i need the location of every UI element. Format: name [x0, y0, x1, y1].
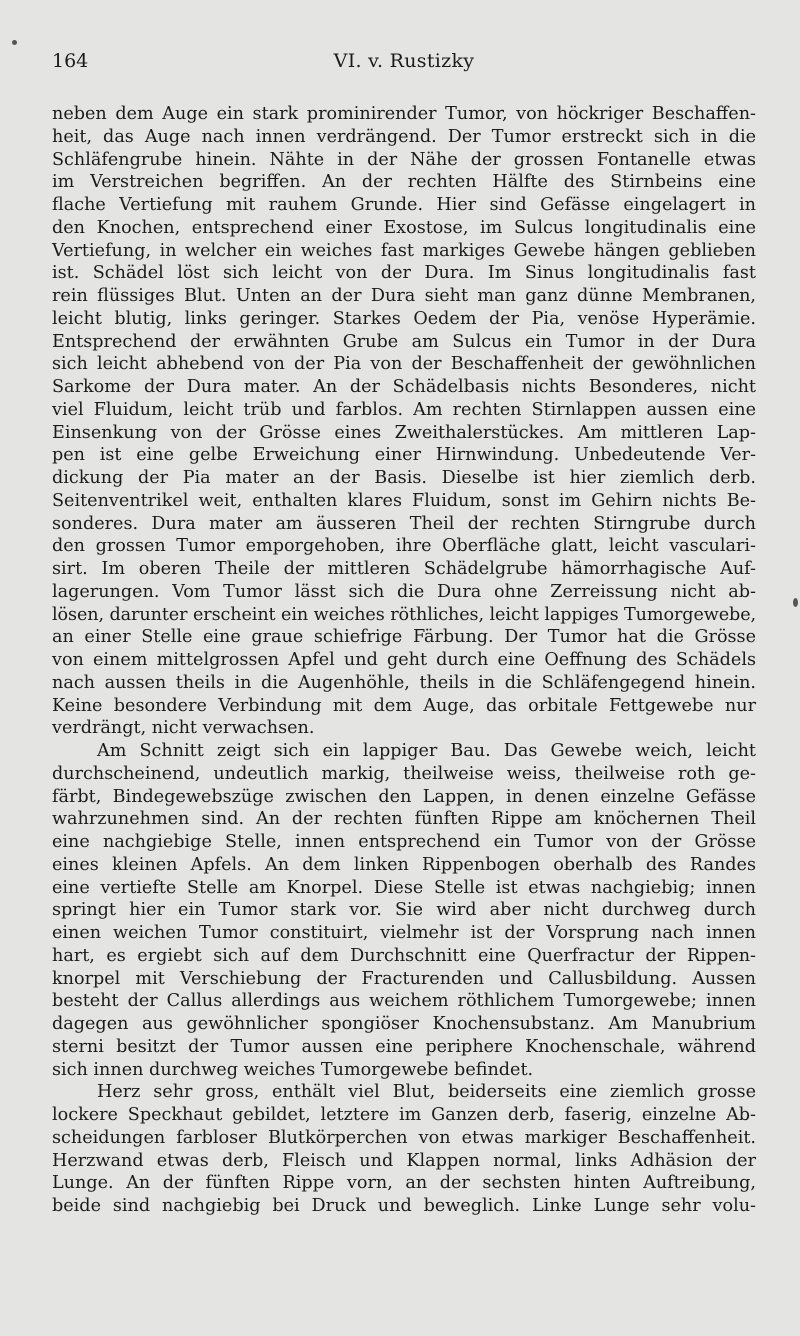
- text-line: hart, es ergiebt sich auf dem Durchschnitt eine Querfractur der Rippen-: [52, 945, 756, 966]
- text-line: lockere Speckhaut gebildet, letztere im Ganzen derb, faserig, einzelne Ab-: [52, 1105, 756, 1125]
- text-line: pen ist eine gelbe Erweichung einer Hirnwindung. Unbedeutende Ver-: [52, 445, 756, 466]
- text-line: lagerungen. Vom Tumor lässt sich die Dura ohne Zerreissung nicht ab-: [52, 581, 756, 602]
- text-line: rein flüssiges Blut. Unten an der Dura sieht man ganz dünne Membranen,: [52, 286, 756, 306]
- text-line: sonderes. Dura mater am äusseren Theil der rechten Stirngrube durch: [52, 513, 756, 534]
- running-head: VI. v. Rustizky: [333, 50, 475, 72]
- text-line: sich leicht abhebend von der Pia von der Beschaffenheit der gewöhnlichen: [52, 354, 756, 375]
- text-line: ist. Schädel löst sich leicht von der Dura. Im Sinus longitudinalis fast: [52, 263, 756, 284]
- text-line: Entsprechend der erwähnten Grube am Sulcus ein Tumor in der Dura: [52, 331, 756, 352]
- text-line: nach aussen theils in die Augenhöhle, theils in die Schläfengegend hinein.: [52, 672, 756, 693]
- text-line: eines kleinen Apfels. An dem linken Rippenbogen oberhalb des Randes: [52, 854, 756, 875]
- text-line: dickung der Pia mater an der Basis. Dieselbe ist hier ziemlich derb.: [52, 468, 756, 488]
- text-line: viel Fluidum, leicht trüb und farblos. Am rechten Stirnlappen aussen eine: [52, 399, 756, 420]
- text-line: springt hier ein Tumor stark vor. Sie wird aber nicht durchweg durch: [52, 900, 756, 921]
- text-line: scheidungen farbloser Blutkörperchen von etwas markiger Beschaffenheit.: [52, 1127, 756, 1148]
- scan-speck: [793, 598, 798, 607]
- text-line: dagegen aus gewöhnlicher spongiöser Knochensubstanz. Am Manubrium: [52, 1014, 756, 1034]
- text-line: verdrängt, nicht verwachsen.: [52, 718, 315, 739]
- text-line: heit, das Auge nach innen verdrängend. Der Tumor erstreckt sich in die: [52, 126, 756, 147]
- text-line: lösen, darunter erscheint ein weiches röthliches, leicht lappiges Tumorgewebe,: [52, 604, 756, 625]
- body-text: [52, 103, 756, 1218]
- page-header: [52, 50, 756, 78]
- text-line: besteht der Callus allerdings aus weichem röthlichem Tumorgewebe; innen: [52, 991, 756, 1012]
- text-line: sirt. Im oberen Theile der mittleren Schädelgrube hämorrhagische Auf-: [52, 559, 756, 579]
- page-number: 164: [52, 50, 89, 72]
- text-line: sich innen durchweg weiches Tumorgewebe befindet.: [52, 1059, 534, 1080]
- text-line: Am Schnitt zeigt sich ein lappiger Bau. Das Gewebe weich, leicht: [97, 741, 756, 761]
- text-line: Herz sehr gross, enthält viel Blut, beiderseits eine ziemlich grosse: [97, 1082, 756, 1103]
- text-line: an einer Stelle eine graue schiefrige Färbung. Der Tumor hat die Grösse: [52, 627, 756, 648]
- text-line: Einsenkung von der Grösse eines Zweithalerstückes. Am mittleren Lap-: [52, 422, 756, 443]
- text-line: färbt, Bindegewebszüge zwischen den Lappen, in denen einzelne Gefässe: [52, 786, 756, 807]
- text-line: Lunge. An der fünften Rippe vorn, an der sechsten hinten Auftreibung,: [52, 1173, 756, 1194]
- text-line: beide sind nachgiebig bei Druck und beweglich. Linke Lunge sehr volu-: [52, 1196, 756, 1216]
- text-line: eine nachgiebige Stelle, innen entsprechend ein Tumor von der Grösse: [52, 832, 756, 852]
- text-line: Herzwand etwas derb, Fleisch und Klappen normal, links Adhäsion der: [52, 1150, 756, 1171]
- text-line: Keine besondere Verbindung mit dem Auge, das orbitale Fettgewebe nur: [52, 695, 756, 716]
- text-line: von einem mittelgrossen Apfel und geht durch eine Oeffnung des Schädels: [52, 650, 756, 670]
- text-line: Seitenventrikel weit, enthalten klares Fluidum, sonst im Gehirn nichts Be-: [52, 490, 756, 511]
- text-line: einen weichen Tumor constituirt, vielmehr ist der Vorsprung nach innen: [52, 923, 756, 943]
- text-line: durchscheinend, undeutlich markig, theilweise weiss, theilweise roth ge-: [52, 763, 756, 784]
- text-line: knorpel mit Verschiebung der Fracturenden und Callusbildung. Aussen: [52, 968, 756, 989]
- text-line: eine vertiefte Stelle am Knorpel. Diese Stelle ist etwas nachgiebig; innen: [52, 877, 756, 898]
- text-line: leicht blutig, links geringer. Starkes Oedem der Pia, venöse Hyperämie.: [52, 308, 756, 329]
- scan-speck: [12, 40, 17, 45]
- text-line: wahrzunehmen sind. An der rechten fünften Rippe am knöchernen Theil: [52, 809, 756, 830]
- text-line: den Knochen, entsprechend einer Exostose, im Sulcus longitudinalis eine: [52, 217, 756, 238]
- text-line: Schläfengrube hinein. Nähte in der Nähe der grossen Fontanelle etwas: [52, 149, 756, 170]
- text-line: flache Vertiefung mit rauhem Grunde. Hier sind Gefässe eingelagert in: [52, 195, 756, 215]
- text-line: Vertiefung, in welcher ein weiches fast markiges Gewebe hängen geblieben: [52, 240, 756, 261]
- text-line: Sarkome der Dura mater. An der Schädelbasis nichts Besonderes, nicht: [52, 377, 756, 397]
- text-line: neben dem Auge ein stark prominirender Tumor, von höckriger Beschaffen-: [52, 104, 756, 124]
- text-line: den grossen Tumor emporgehoben, ihre Oberfläche glatt, leicht vasculari-: [52, 536, 756, 557]
- text-line: im Verstreichen begriffen. An der rechten Hälfte des Stirnbeins eine: [52, 172, 756, 193]
- text-line: sterni besitzt der Tumor aussen eine periphere Knochenschale, während: [52, 1036, 756, 1057]
